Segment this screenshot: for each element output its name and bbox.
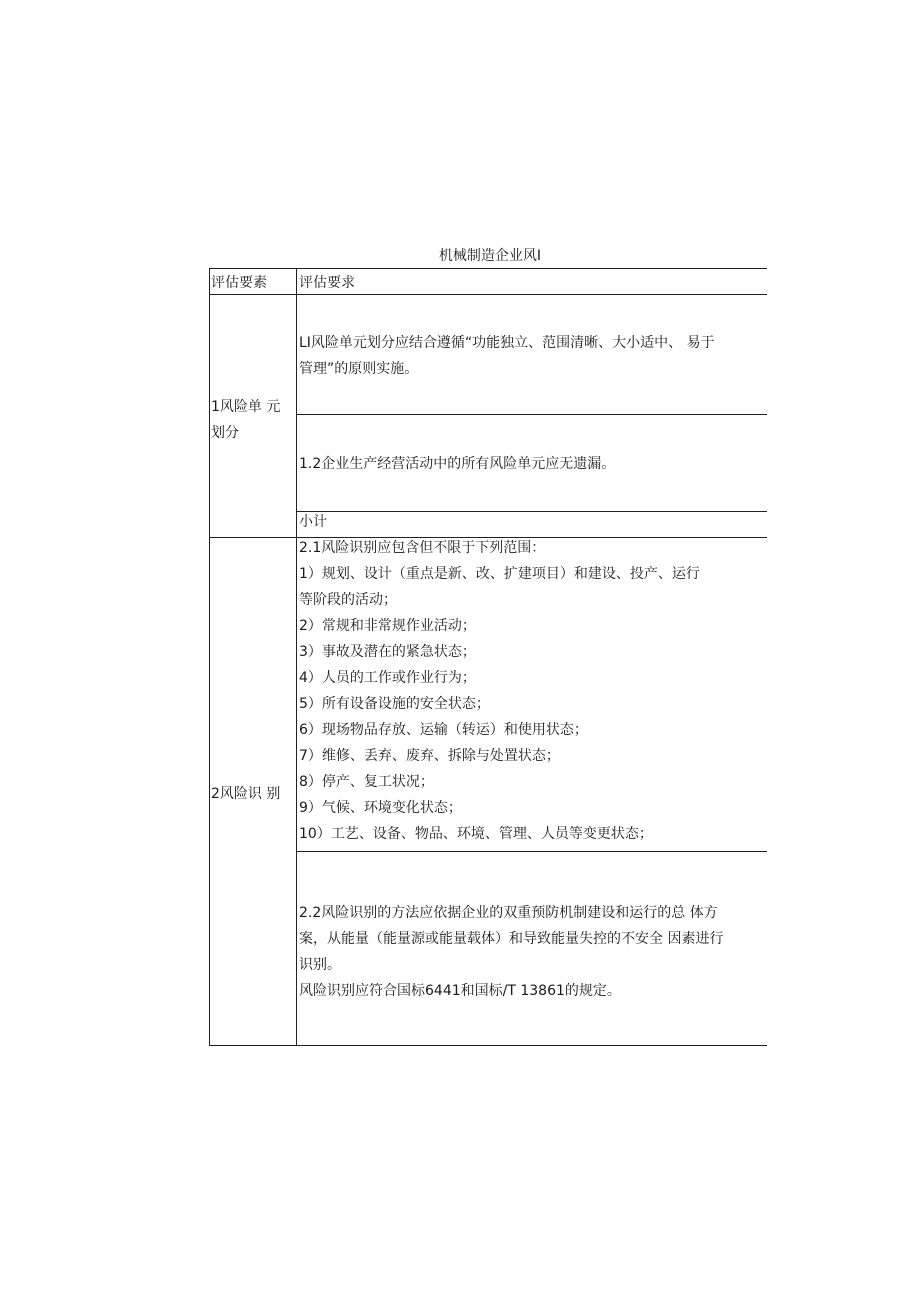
requirement-line: 8）停产、复工状况； — [299, 774, 434, 790]
header-row-divider — [209, 294, 767, 295]
item-1-2-divider — [296, 511, 767, 512]
requirement-line: 等阶段的活动； — [299, 592, 397, 608]
section-1-label — [211, 394, 295, 446]
table-bottom-border — [209, 1045, 767, 1046]
requirement-line: 6）现场物品存放、运输（转运）和使用状态； — [299, 722, 588, 738]
requirement-line: 案，从能量（能量源或能量载体）和导致能量失控的不安全 因素进行 — [299, 931, 724, 947]
requirement-line: 9）气候、环境变化状态； — [299, 800, 462, 816]
requirement-line: 7）维修、丢弃、废弃、拆除与处置状态； — [299, 748, 560, 764]
table-top-border — [209, 268, 767, 269]
requirement-1-1 — [299, 330, 715, 382]
header-requirement-label: 评估要求 — [299, 275, 355, 291]
item-1-1-divider — [296, 414, 767, 415]
requirement-2-2 — [299, 900, 723, 1004]
header-element-label: 评估要素 — [211, 275, 267, 291]
subtotal-label: 小计 — [299, 514, 327, 530]
requirement-line: 10）工艺、设备、物品、环境、管理、人员等变更状态； — [299, 826, 653, 842]
item-2-1-divider — [296, 851, 767, 852]
table-left-border — [209, 268, 210, 1046]
requirement-line: 4）人员的工作或作业行为； — [299, 670, 476, 686]
section-1-label-line: 划分 — [211, 425, 239, 441]
requirement-line: 2）常规和非常规作业活动； — [299, 618, 476, 634]
section-1-label-line: 1风险单 元 — [211, 399, 281, 415]
document-title: 机械制造企业风I — [438, 248, 542, 264]
requirement-1-2: 1.2企业生产经营活动中的所有风险单元应无遗漏。 — [299, 456, 616, 472]
requirement-line: 2.2风险识别的方法应依据企业的双重预防机制建设和运行的总 体方 — [299, 905, 718, 921]
section-2-label: 2风险识 别 — [211, 786, 281, 802]
requirement-line: LI风险单元划分应结合遵循“功能独立、范围清晰、大小适中、 易于 — [299, 335, 715, 351]
requirement-line: 3）事故及潜在的紧急状态； — [299, 644, 476, 660]
requirement-line: 2.1风险识别应包含但不限于下列范围： — [299, 540, 546, 556]
requirement-line: 5）所有设备设施的安全状态； — [299, 696, 490, 712]
table-column-divider — [296, 268, 297, 1046]
requirement-line: 识别。 — [299, 957, 341, 973]
requirement-line: 风险识别应符合国标6441和国标/T 13861的规定。 — [299, 983, 621, 999]
requirement-line: 1）规划、设计（重点是新、改、扩建项目）和建设、投产、运行 — [299, 566, 700, 582]
requirement-line: 管理”的原则实施。 — [299, 361, 419, 377]
requirement-2-1 — [299, 535, 700, 847]
